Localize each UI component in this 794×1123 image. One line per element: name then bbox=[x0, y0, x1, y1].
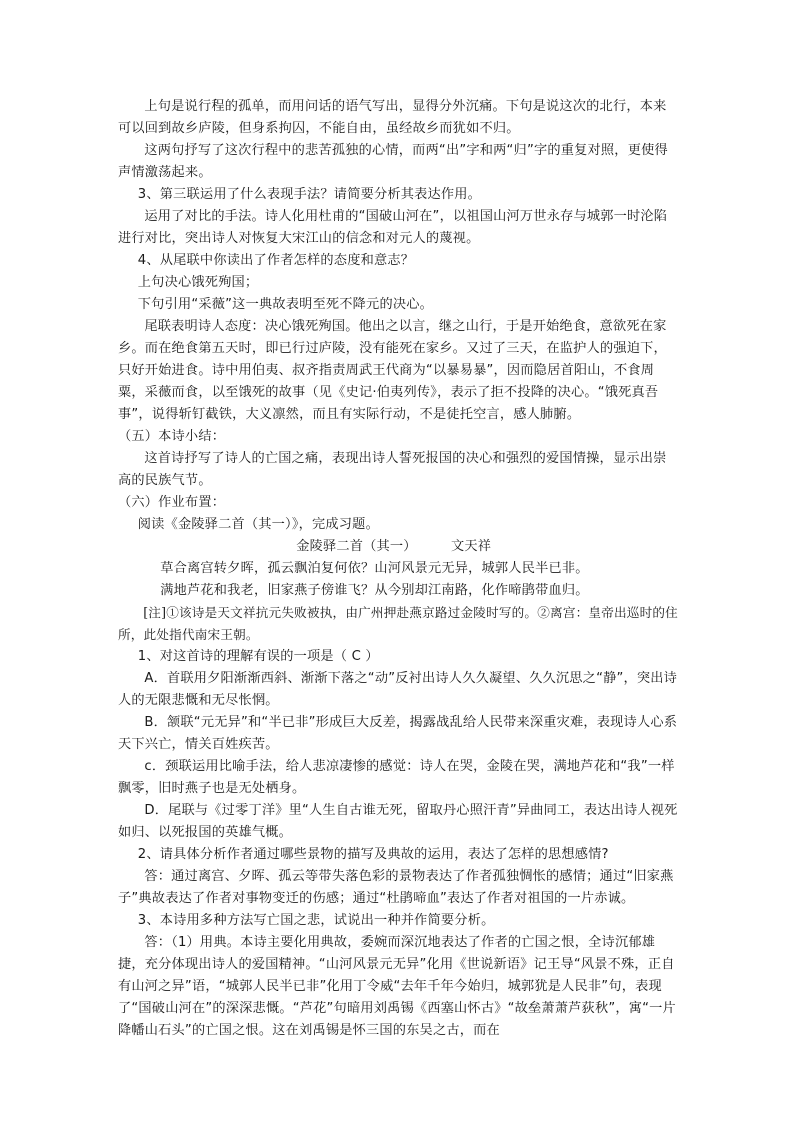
exercise-2-answer: 答：通过离宫、夕晖、孤云等带失落色彩的景物表达了作者孤独惆怅的感情；通过“旧家燕子”典故表达了作者对事物变迁的伤感；通过“杜鹃啼血”表达了作者对祖国的一片赤诚。 bbox=[118, 869, 674, 906]
poem-author: 文天祥 bbox=[451, 539, 492, 554]
answer-4-line1: 上句决心饿死殉国； bbox=[137, 275, 259, 290]
document-body bbox=[118, 96, 678, 1042]
exercise-1-option-d: D．尾联与《过零丁洋》里“人生自古谁无死，留取丹心照汗青”异曲同工，表达出诗人视死如归、以死报国的英雄气概。 bbox=[118, 803, 678, 840]
answer-3: 运用了对比的手法。诗人化用杜甫的“国破山河在”，以祖国山河万世永存与城郭一时沦陷进行对比，突出诗人对恢复大宋江山的信念和对元人的蔑视。 bbox=[118, 209, 668, 246]
exercise-1-option-a: A．首联用夕阳渐渐西斜、渐渐下落之“动”反衬出诗人久久凝望、久久沉思之“静”，突出诗人的无限悲慨和无尽怅惘。 bbox=[118, 671, 678, 708]
question-3: 3、第三联运用了什么表现手法？请简要分析其表达作用。 bbox=[137, 187, 482, 202]
section-6-heading: （六）作业布置： bbox=[118, 495, 226, 510]
poem-title: 金陵驿二首（其一） bbox=[296, 539, 417, 554]
exercise-2: 2、请具体分析作者通过哪些景物的描写及典故的运用，表达了怎样的思想感情? bbox=[137, 847, 609, 862]
poem-heading bbox=[118, 536, 678, 558]
paragraph-analysis-line2: 这两句抒写了这次行程中的悲苦孤独的心情，而两“出”字和两“归”字的重复对照，更使得声情激荡起来。 bbox=[118, 143, 668, 180]
answer-4-detail: 尾联表明诗人态度：决心饿死殉国。他出之以言，继之山行，于是开始绝食，意欲死在家乡。而在绝食第五天时，即已行过庐陵，没有能死在家乡。又过了三天，在监护人的强迫下，只好开始进食。诗中用伯夷、叔齐指责周武王代商为“以暴易暴”，因而隐居首阳山，不食周粟，采薇而食，以至饿死的故事（见《史记·伯夷列传》，表示了拒不投降的决心。“饿死真吾事”，说得斩钉截铁，大义凛然，而且有实际行动，不是徒托空言，感人肺腑。 bbox=[118, 319, 667, 422]
exercise-3: 3、本诗用多种方法写亡国之悲，试说出一种并作简要分析。 bbox=[137, 913, 495, 928]
question-4: 4、从尾联中你读出了作者怎样的态度和意志？ bbox=[137, 253, 415, 268]
poem-line-1: 草合离宫转夕晖，孤云飘泊复何依？山河风景元无异，城郭人民半已非。 bbox=[160, 561, 589, 576]
section-5-body: 这首诗抒写了诗人的亡国之痛，表现出诗人誓死报国的决心和强烈的爱国情操，显示出崇高的民族气节。 bbox=[118, 451, 667, 488]
exercise-1: 1、对这首诗的理解有误的一项是（ C ） bbox=[137, 649, 379, 664]
exercise-3-answer: 答：（1）用典。本诗主要化用典故，委婉而深沉地表达了作者的亡国之恨，全诗沉郁雄捷，充分体现出诗人的爱国精神。“山河风景元无异”化用《世说新语》记王导“风景不殊，正自有山河之异”语，“城郭人民半已非”化用丁令威“去年千年今始归，城郭犹是人民非”句，表现了“国破山河在”的深深悲慨。“芦花”句暗用刘禹锡《西塞山怀古》“故垒萧萧芦荻秋”，寓“一片降幡山石头”的亡国之恨。这在刘禹锡是怀三国的东吴之古，而在 bbox=[118, 935, 676, 1038]
exercise-1-option-b: B．颔联“元无异”和“半已非”形成巨大反差，揭露战乱给人民带来深重灾难，表现诗人心系天下兴亡，情关百姓疾苦。 bbox=[118, 715, 678, 752]
answer-4-line2: 下句引用“采薇”这一典故表明至死不降元的决心。 bbox=[137, 297, 433, 312]
section-6-body: 阅读《金陵驿二首（其一）》，完成习题。 bbox=[137, 517, 379, 532]
section-5-heading: （五）本诗小结： bbox=[118, 429, 226, 444]
poem-line-2: 满地芦花和我老，旧家燕子傍谁飞？从今别却江南路，化作啼鹃带血归。 bbox=[160, 583, 589, 598]
poem-note: [注]①该诗是天文祥抗元失败被执，由广州押赴燕京路过金陵时写的。②离宫：皇帝出巡时的住所，此处指代南宋王朝。 bbox=[118, 605, 678, 642]
paragraph-analysis-line1: 上句是说行程的孤单，而用问话的语气写出，显得分外沉痛。下句是说这次的北行，本来可以回到故乡庐陵，但身系拘囚，不能自由，虽经故乡而犹如不归。 bbox=[118, 99, 667, 136]
exercise-1-option-c: c．颈联运用比喻手法，给人悲凉凄惨的感觉：诗人在哭，金陵在哭，满地芦花和“我”一样飘零，旧时燕子也是无处栖身。 bbox=[118, 759, 675, 796]
